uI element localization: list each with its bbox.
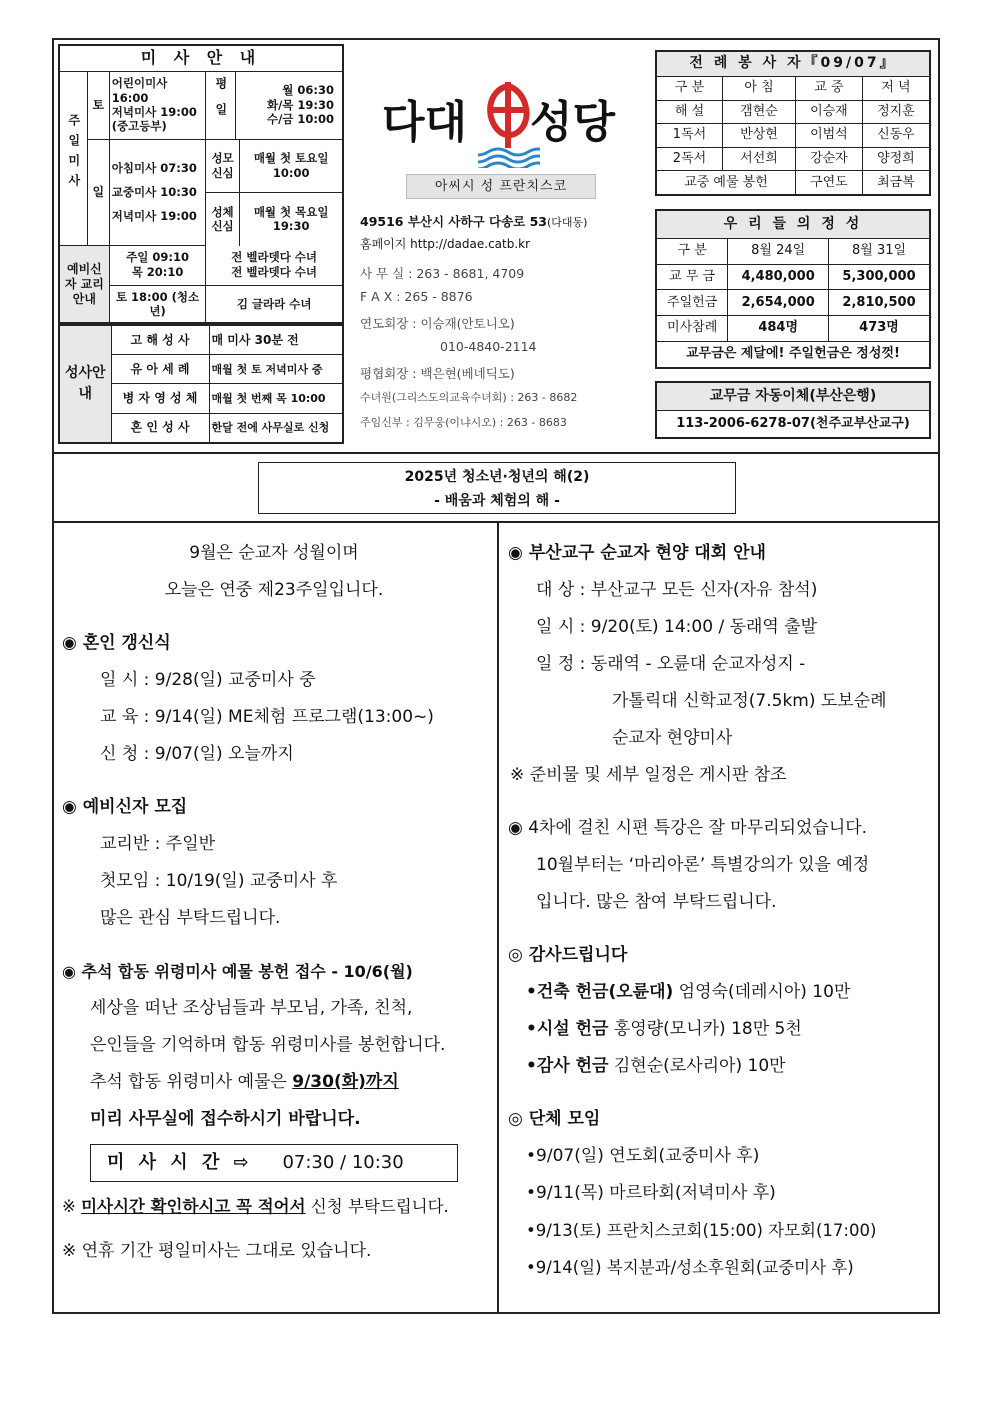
sacrament-sick-value: 매월 첫 번째 목 10:00	[209, 384, 343, 413]
council-head: 평협회장 : 백은현(베네딕도)	[360, 366, 515, 381]
servers-header: 교 중	[796, 77, 863, 100]
lecture-line: 입니다. 많은 참여 부탁드립니다.	[536, 892, 777, 912]
servers-title: 전 례 봉 사 자『09/07』	[656, 51, 930, 77]
sodality-head: 연도회장 : 이승재(안토니오)	[360, 316, 515, 331]
catechumen-teacher-2: 김 글라라 수녀	[206, 285, 342, 322]
servers-cell: 신동우	[862, 124, 930, 147]
sacrament-confession: 고 해 성 사	[111, 325, 209, 355]
finance-header: 8월 24일	[728, 238, 829, 264]
wedding-line: 신 청 : 9/07(일) 오늘까지	[100, 744, 294, 764]
right-column	[508, 535, 936, 1286]
address: 49516 부산시 사하구 다송로 53(다대동)	[360, 214, 588, 229]
eucharist-devotion-label: 성체신심	[206, 193, 240, 246]
mass-schedule-table	[58, 44, 344, 324]
chuseok-line: 세상을 떠난 조상님들과 부모님, 가족, 친척,	[90, 998, 413, 1018]
lecture-line: ◉ 4차에 걸친 시편 특강은 잘 마무리되었습니다.	[508, 818, 868, 838]
sacrament-baptism-value: 매월 첫 토 저녁미사 중	[209, 355, 343, 384]
finance-cell: 5,300,000	[829, 264, 930, 290]
catechumen-line: 교리반 : 주일반	[100, 834, 216, 854]
offering-name-2: 최금복	[862, 171, 930, 195]
mass-title: 미 사 안 내	[59, 45, 343, 71]
servers-cell: 갬현순	[723, 100, 796, 123]
sacrament-marriage: 혼 인 성 사	[111, 413, 209, 443]
sunday-masses: 아침미사 07:30 교중미사 10:30 저녁미사 19:00	[109, 139, 205, 246]
group-item: •9/11(목) 마르타회(저녁미사 후)	[526, 1183, 776, 1203]
servers-role: 1독서	[656, 124, 723, 147]
catechumen-recruit-title: ◉ 예비신자 모집	[62, 797, 188, 817]
pilgrimage-line: 가톨릭대 신학교정(7.5km) 도보순례	[612, 691, 887, 711]
eucharist-devotion-value: 매월 첫 목요일 19:30	[240, 193, 342, 246]
thanks-item: •건축 헌금(오륜대) 엄영숙(데레시아) 10만	[526, 982, 851, 1002]
marian-devotion-value: 매월 첫 토요일 10:00	[240, 140, 342, 193]
servers-header: 구 분	[656, 77, 723, 100]
wedding-line: 교 육 : 9/14(일) ME체험 프로그램(13:00~)	[100, 707, 434, 727]
servers-cell: 양정희	[862, 147, 930, 170]
sacrament-baptism: 유 아 세 례	[111, 355, 209, 384]
left-column	[62, 535, 486, 1270]
group-item: •9/13(토) 프란치스코회(15:00) 자모회(17:00)	[526, 1221, 877, 1240]
intro-line-1: 9월은 순교자 성월이며	[189, 543, 359, 563]
pilgrimage-line: 순교자 현양미사	[612, 728, 733, 748]
office-phone: 사 무 실 : 263 - 8681, 4709	[360, 266, 525, 281]
catechumen-line: 많은 관심 부탁드립니다.	[100, 908, 281, 928]
autopay-table	[655, 381, 931, 439]
catechumen-sunday: 주일 09:10 목 20:10	[110, 246, 206, 285]
pilgrimage-line: 대 상 : 부산교구 모든 신자(자유 참석)	[536, 580, 818, 600]
theme-line-1: 2025년 청소년·청년의 해(2)	[404, 469, 590, 485]
theme-line-2: - 배움과 체험의 해 -	[434, 493, 560, 509]
finance-cell: 2,810,500	[829, 290, 930, 316]
patron-saint: 아씨시 성 프란치스코	[406, 174, 596, 199]
pilgrimage-line: 일 시 : 9/20(토) 14:00 / 동래역 출발	[536, 617, 818, 637]
catechumen-youth: 토 18:00 (청소년)	[110, 285, 206, 322]
wedding-line: 일 시 : 9/28(일) 교중미사 중	[100, 670, 316, 690]
offering-label: 교중 예물 봉헌	[656, 171, 796, 195]
liturgy-servers-table	[655, 50, 931, 196]
sodality-phone: 010-4840-2114	[440, 339, 537, 354]
parish-logo	[380, 78, 630, 168]
marian-devotion-label: 성모신심	[206, 140, 240, 193]
convent-phone: 수녀원(그리스도의교육수녀회) : 263 - 8682	[360, 391, 578, 404]
sacrament-sick-communion: 병 자 영 성 체	[111, 384, 209, 413]
pilgrimage-note: ※ 준비물 및 세부 일정은 게시판 참조	[510, 765, 787, 785]
autopay-title: 교무금 자동이체(부산은행)	[656, 382, 930, 411]
groups-title: ◎ 단체 모임	[508, 1109, 601, 1129]
chuseok-office: 미리 사무실에 접수하시기 바랍니다.	[90, 1109, 361, 1129]
finance-cell: 2,654,000	[728, 290, 829, 316]
finance-cell: 473명	[829, 316, 930, 342]
weekday-label: 평일	[205, 71, 235, 139]
finance-row-label: 미사참례	[656, 316, 728, 342]
wedding-title: ◉ 혼인 갱신식	[62, 633, 171, 653]
note-1: ※ 미사시간 확인하시고 꼭 적어서 신청 부탁드립니다.	[62, 1197, 449, 1216]
finance-row-label: 주일헌금	[656, 290, 728, 316]
thanks-item: •감사 헌금 김현순(로사리아) 10만	[526, 1056, 786, 1076]
offerings-table	[655, 209, 931, 369]
servers-header: 아 침	[723, 77, 796, 100]
catechumen-line: 첫모임 : 10/19(일) 교중미사 후	[100, 871, 338, 891]
finance-note: 교무금은 제달에! 주일헌금은 정성껏!	[656, 341, 930, 368]
note-2: ※ 연휴 기간 평일미사는 그대로 있습니다.	[62, 1241, 372, 1261]
servers-role: 2독서	[656, 147, 723, 170]
autopay-account: 113-2006-6278-07(천주교부산교구)	[656, 411, 930, 438]
logo-name-2: 성당	[530, 97, 616, 148]
saturday-label: 토	[87, 71, 109, 139]
pastor-phone: 주임신부 : 김무웅(이냐시오) : 263 - 8683	[360, 416, 567, 429]
chuseok-line: 은인들을 기억하며 합동 위령미사를 봉헌합니다.	[90, 1035, 446, 1055]
servers-cell: 정지훈	[862, 100, 930, 123]
fax-number: F A X : 265 - 8876	[360, 289, 473, 304]
finance-cell: 484명	[728, 316, 829, 342]
servers-header: 저 녁	[862, 77, 930, 100]
sacraments-label: 성사안내	[59, 325, 111, 443]
servers-cell: 반상현	[723, 124, 796, 147]
finance-header: 8월 31일	[829, 238, 930, 264]
catechumen-label: 예비신자 교리안내	[59, 246, 109, 324]
pilgrimage-line: 일 정 : 동래역 - 오륜대 순교자성지 -	[536, 654, 806, 674]
sunday-mass-label: 주일미사	[59, 71, 87, 246]
logo-name-1: 다대	[382, 97, 468, 148]
chuseok-title: ◉ 추석 합동 위령미사 예물 봉헌 접수 - 10/6(월)	[62, 962, 413, 981]
thanks-title: ◎ 감사드립니다	[508, 945, 628, 965]
year-theme	[258, 462, 736, 514]
catechumen-teacher-1: 전 벨라뎃다 수녀 전 벨라뎃다 수녀	[206, 246, 342, 285]
pilgrimage-title: ◉ 부산교구 순교자 현양 대회 안내	[508, 543, 766, 563]
servers-cell: 이범석	[796, 124, 863, 147]
finance-title: 우 리 들 의 정 성	[656, 210, 930, 238]
homepage-link[interactable]: 홈페이지 http://dadae.catb.kr	[360, 237, 531, 251]
sunday-label: 일	[87, 139, 109, 246]
weekday-times: 월 06:30 화/목 19:30 수/금 10:00	[235, 71, 343, 139]
servers-cell: 서선희	[723, 147, 796, 170]
offering-name: 구연도	[796, 171, 863, 195]
sacrament-marriage-value: 한달 전에 사무실로 신청	[209, 413, 343, 443]
finance-cell: 4,480,000	[728, 264, 829, 290]
finance-row-label: 교 무 금	[656, 264, 728, 290]
saturday-masses: 어린이미사 16:00 저녁미사 19:00 (중고등부)	[109, 71, 205, 139]
servers-role: 해 설	[656, 100, 723, 123]
servers-cell: 이승재	[796, 100, 863, 123]
finance-header: 구 분	[656, 238, 728, 264]
group-item: •9/07(일) 연도회(교중미사 후)	[526, 1146, 760, 1166]
intro-line-2: 오늘은 연중 제23주일입니다.	[164, 580, 384, 600]
sacrament-confession-value: 매 미사 30분 전	[209, 325, 343, 355]
lecture-line: 10월부터는 ‘마리아론’ 특별강의가 있을 예정	[536, 855, 870, 875]
mass-time-box: 미 사 시 간 ⇨ 07:30 / 10:30	[90, 1144, 458, 1182]
thanks-item: •시설 헌금 홍영량(모니카) 18만 5천	[526, 1019, 802, 1039]
sacraments-table	[58, 324, 344, 444]
chuseok-deadline: 추석 합동 위령미사 예물은 9/30(화)까지	[90, 1072, 399, 1092]
group-item: •9/14(일) 복지분과/성소후원회(교중미사 후)	[526, 1258, 854, 1277]
servers-cell: 강순자	[796, 147, 863, 170]
